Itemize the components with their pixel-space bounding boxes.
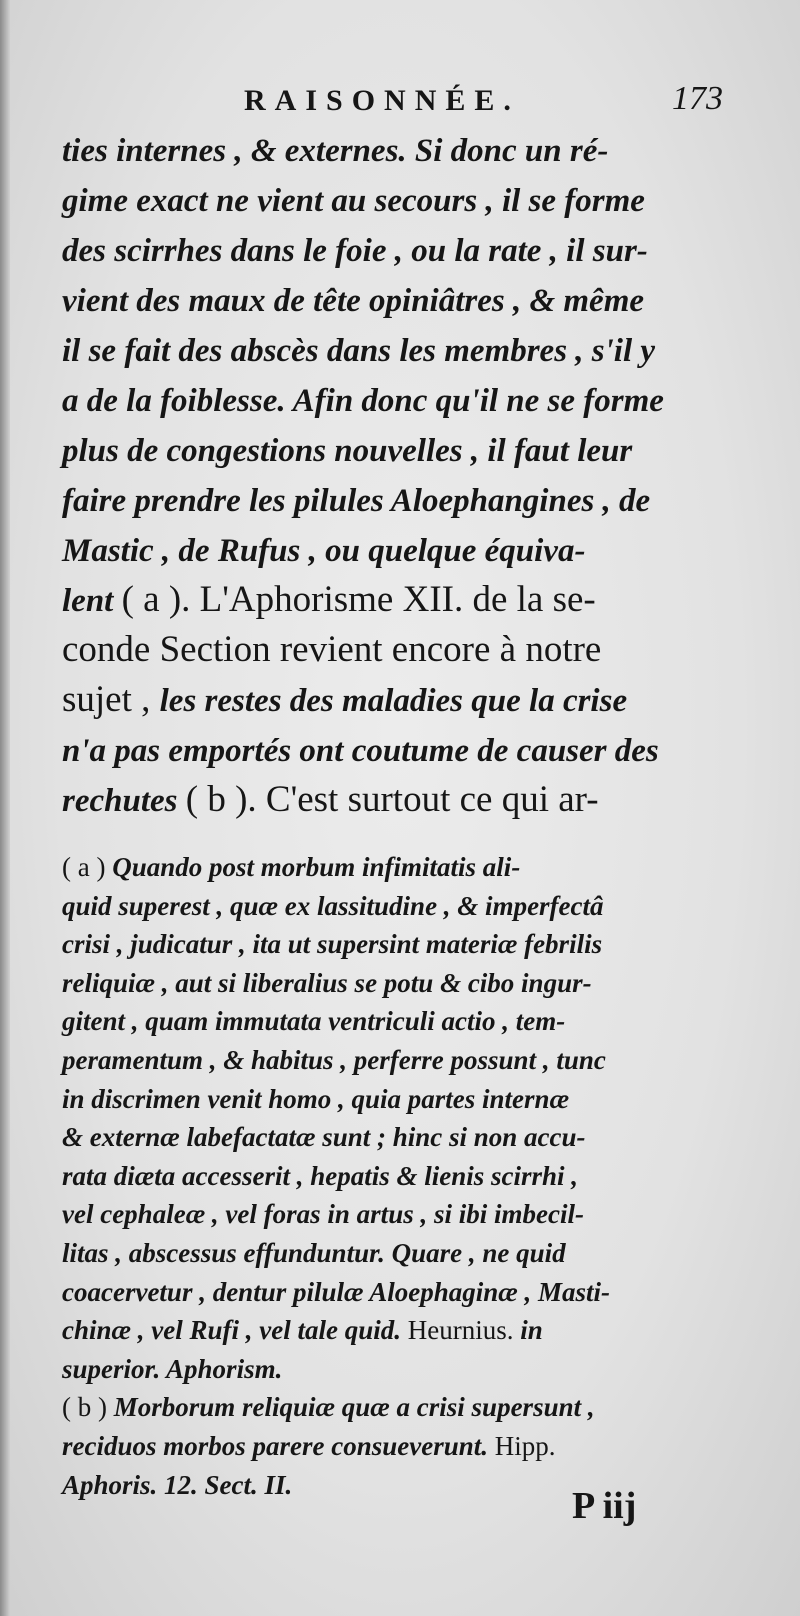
footnote-line <box>62 1311 762 1350</box>
text-run: sujet , <box>62 679 160 720</box>
text-run: reciduos morbos parere consueverunt. <box>62 1430 495 1461</box>
text-line <box>62 475 752 525</box>
text-run: des scirrhes dans le foie , ou la rate , il sur- <box>62 233 648 269</box>
page-number: 173 <box>672 80 723 117</box>
main-text <box>62 125 752 825</box>
text-run: vel cephaleæ , vel foras in artus , si ibi imbecil- <box>62 1199 584 1230</box>
text-run: gime exact ne vient au secours , il se forme <box>62 183 645 219</box>
text-run: quid superest , quæ ex lassitudine , & imperfectâ <box>62 890 604 921</box>
footnote-line <box>62 1388 762 1427</box>
text-run: in <box>520 1315 543 1346</box>
text-run: ( a ). L'Aphorisme XII. de la se- <box>121 579 596 620</box>
text-run: Mastic , de Rufus , ou quelque équiva- <box>62 533 586 569</box>
footnotes <box>62 848 762 1504</box>
text-run: rechutes <box>62 783 186 819</box>
text-run: Aphoris. 12. Sect. II. <box>62 1469 293 1500</box>
text-run: les restes des maladies que la crise <box>159 683 628 719</box>
text-line <box>62 575 752 625</box>
text-run: in discrimen venit homo , quia partes internæ <box>62 1083 570 1114</box>
text-line <box>62 425 752 475</box>
text-run: n'a pas emportés ont coutume de causer des <box>62 733 659 769</box>
text-run: ( b ) <box>62 1392 114 1423</box>
footnote-line <box>62 964 762 1003</box>
text-run: & externæ labefactatæ sunt ; hinc si non accu- <box>62 1122 586 1153</box>
text-run: plus de congestions nouvelles , il faut leur <box>62 433 633 469</box>
footnote-line <box>62 1234 762 1273</box>
text-run: chinæ , vel Rufi , vel tale quid. <box>62 1315 408 1346</box>
text-line <box>62 125 752 175</box>
footnote-line <box>62 1080 762 1119</box>
text-run: ties internes , & externes. Si donc un ré- <box>62 133 609 169</box>
text-run: ( b ). C'est surtout ce qui ar- <box>185 779 599 820</box>
footnote-line <box>62 1273 762 1312</box>
text-run: Hipp. <box>494 1430 556 1461</box>
footnote-line <box>62 1002 762 1041</box>
text-run: rata diæta accesserit , hepatis & lienis scirrhi , <box>62 1160 579 1191</box>
text-line <box>62 275 752 325</box>
running-head: RAISONNÉE. <box>244 84 520 117</box>
footnote-line <box>62 925 762 964</box>
footnote-line <box>62 887 762 926</box>
footnote-line <box>62 1350 762 1389</box>
text-run: reliquiæ , aut si liberalius se potu & cibo ingur- <box>62 967 592 998</box>
text-line <box>62 325 752 375</box>
text-run: Heurnius. <box>407 1315 521 1346</box>
text-line <box>62 225 752 275</box>
footnote-line <box>62 1466 762 1505</box>
text-run: gitent , quam immutata ventriculi actio , tem- <box>62 1006 566 1037</box>
text-run: conde Section revient encore à notre <box>62 629 602 670</box>
signature-mark: P iij <box>572 1485 637 1527</box>
text-run: ( a ) <box>62 852 113 882</box>
footnote-line <box>62 1118 762 1157</box>
text-run: superior. Aphorism. <box>62 1353 283 1384</box>
text-run: vient des maux de tête opiniâtres , & même <box>62 283 645 319</box>
text-run: litas , abscessus effunduntur. Quare , ne quid <box>62 1237 566 1268</box>
footnote-line <box>62 1041 762 1080</box>
text-run: coacervetur , dentur pilulæ Aloephaginæ , Masti- <box>62 1276 611 1307</box>
text-run: a de la foiblesse. Afin donc qu'il ne se forme <box>62 383 664 419</box>
text-line <box>62 625 752 675</box>
text-run: il se fait des abscès dans les membres , s'il y <box>62 333 656 369</box>
footnote-line <box>62 1195 762 1234</box>
footnote-line <box>62 848 762 887</box>
text-run: crisi , judicatur , ita ut supersint materiæ febrilis <box>62 929 603 960</box>
footnote-line <box>62 1427 762 1466</box>
page-edge-shadow <box>0 0 10 1616</box>
text-run: peramentum , & habitus , perferre possunt , tunc <box>62 1044 606 1075</box>
text-run: lent <box>62 583 122 619</box>
footnote-line <box>62 1157 762 1196</box>
text-line <box>62 725 752 775</box>
text-line <box>62 675 752 725</box>
text-run: faire prendre les pilules Aloephangines , de <box>62 483 651 519</box>
text-line <box>62 525 752 575</box>
text-line <box>62 175 752 225</box>
text-run: Quando post morbum infimitatis ali- <box>112 852 521 882</box>
text-line <box>62 375 752 425</box>
text-line <box>62 775 752 825</box>
text-run: Morborum reliquiæ quæ a crisi supersunt , <box>113 1392 595 1423</box>
